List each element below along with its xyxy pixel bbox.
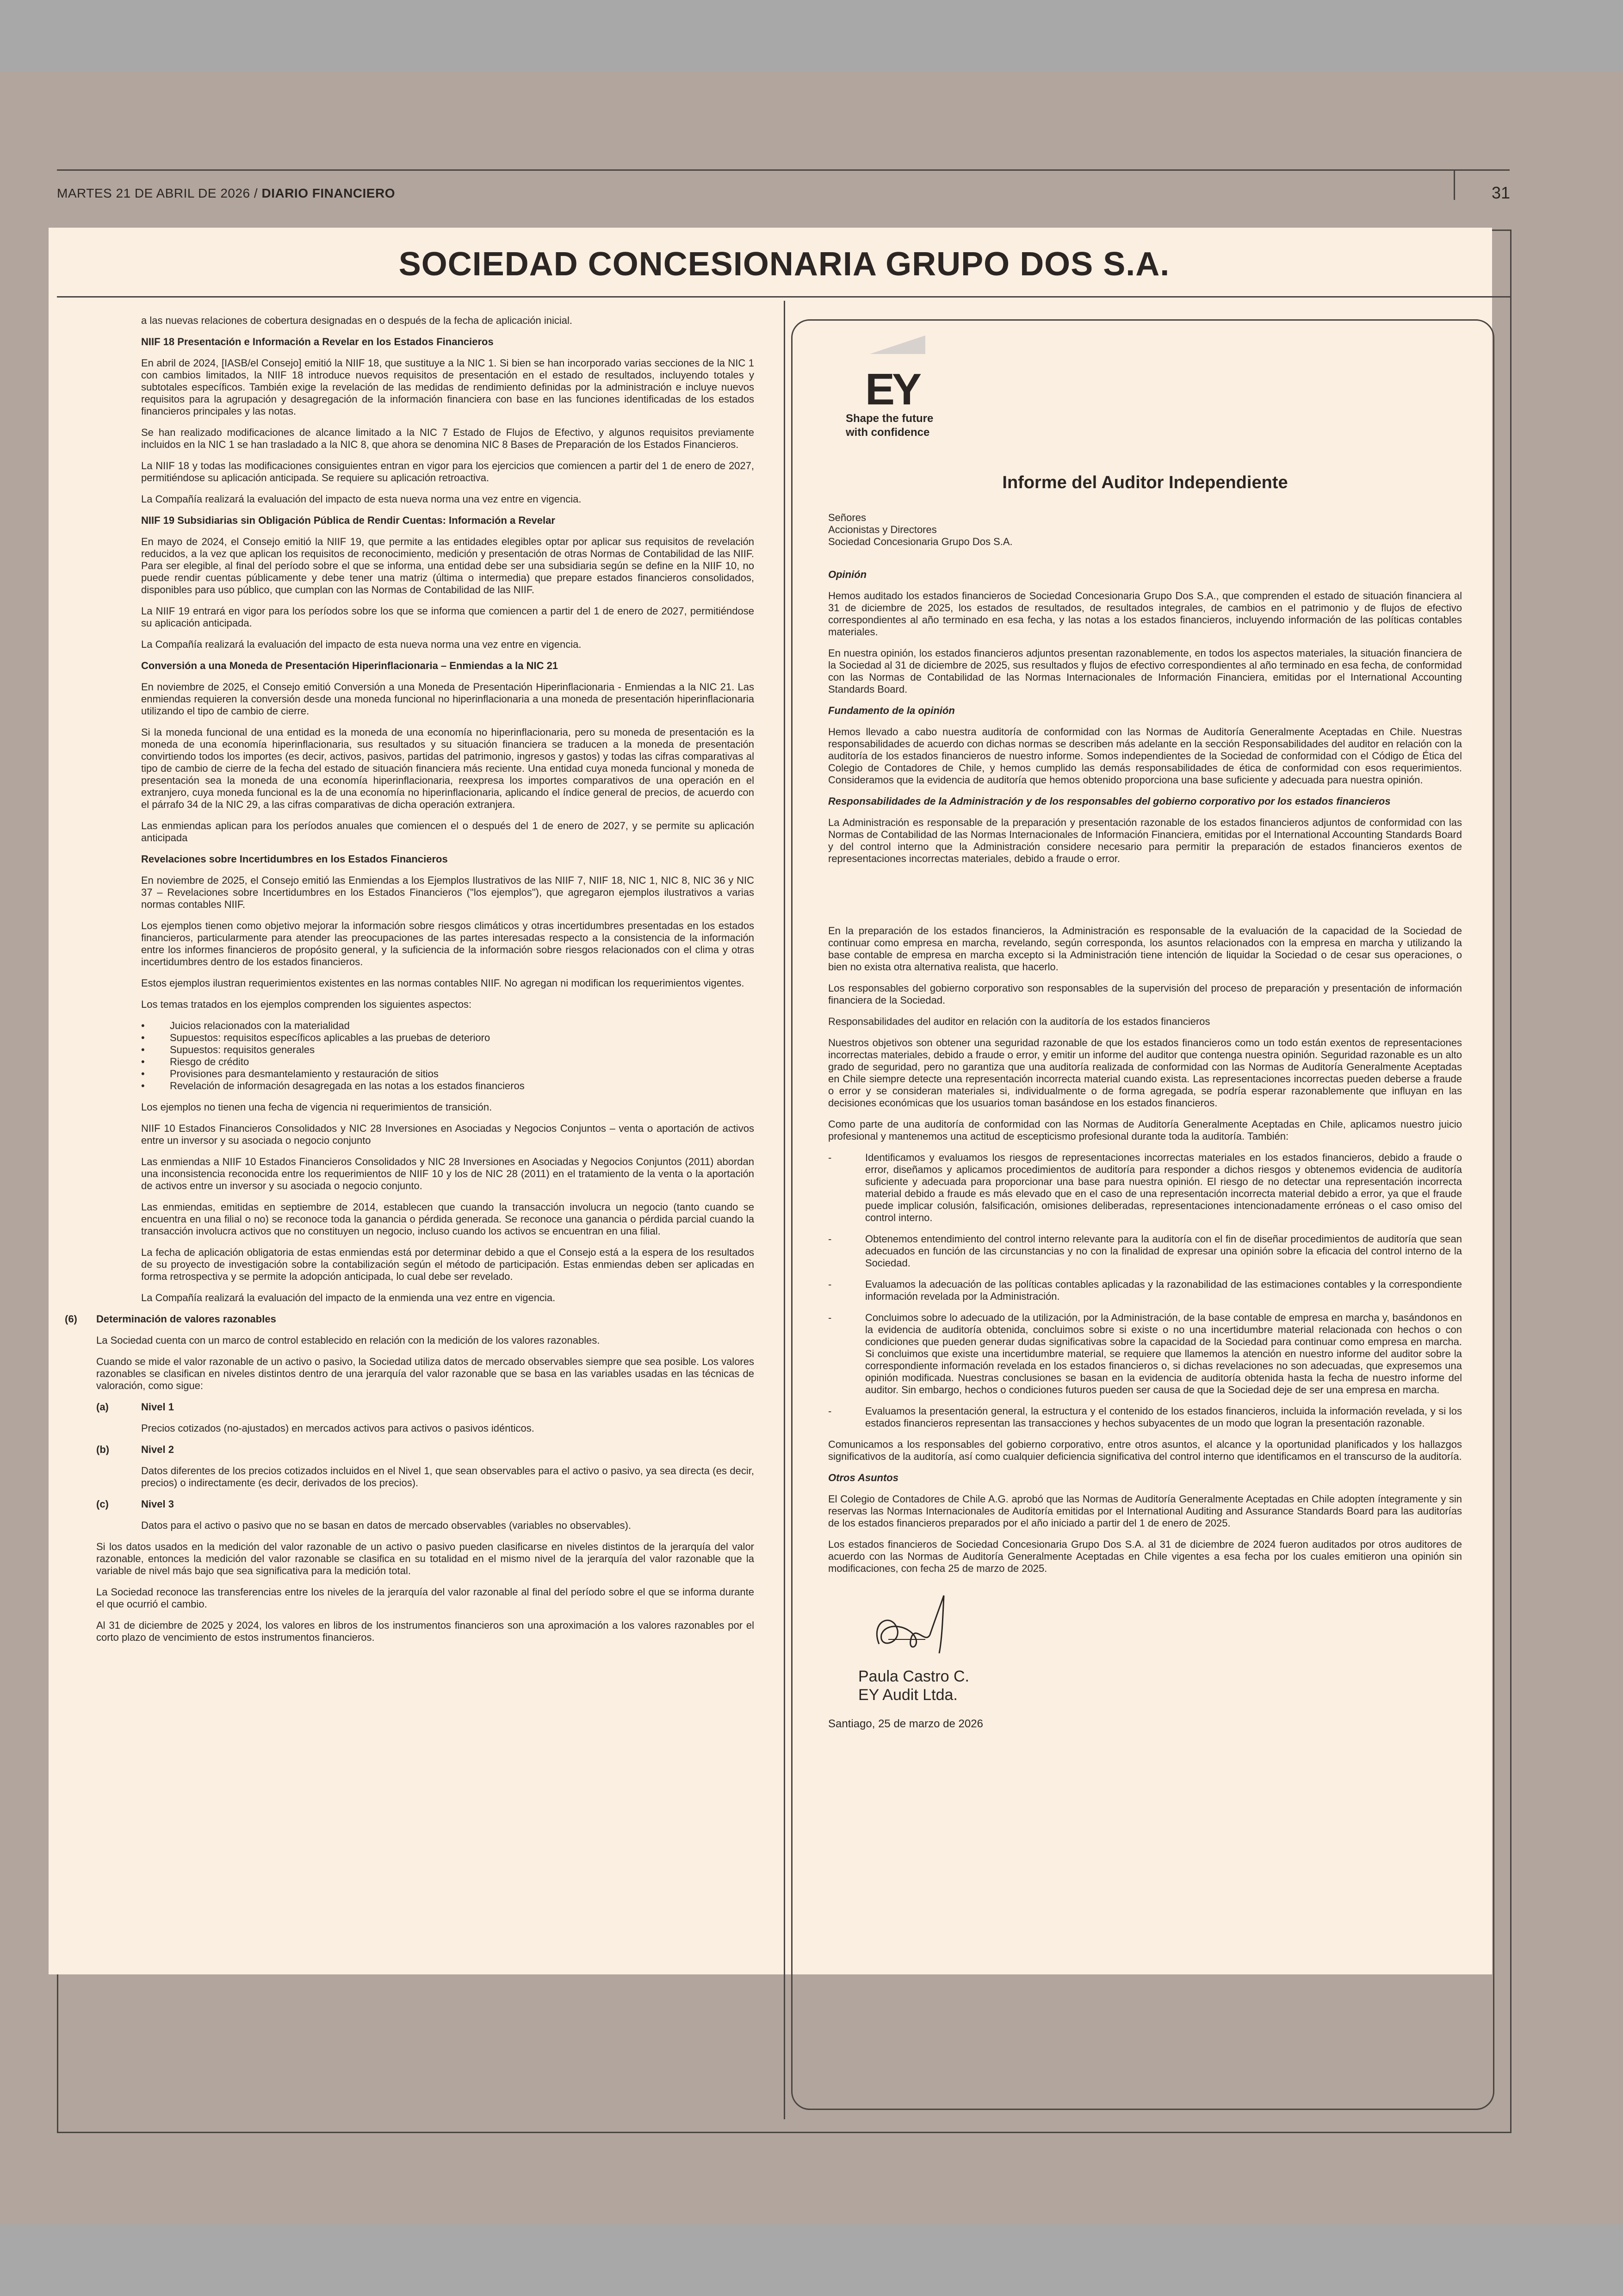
auditor-bullets xyxy=(828,1152,1462,1429)
incert-bullet-list xyxy=(60,1020,754,1092)
signature-scribble-icon xyxy=(861,1593,962,1667)
bullet-text: Identificamos y evaluamos los riesgos de representaciones incorrectas materiales en los estados financieros, debido a fraude o error, diseñamos y aplicamos procedimientos de auditoría para responder a dichos riesgos y obtenemos evidencia de auditoría suficiente y adecuada para proporcionar una base para nuestra opinión. El riesgo de no detectar una representación incorrecta material debido a fraude es más elevado que en el caso de una representación incorrecta material debido a error, ya que el fraude puede implicar colusión, falsificación, omisiones deliberadas, representaciones intencionadamente erróneas o el caso omiso del control interno. xyxy=(865,1152,1462,1223)
management-resp-p3: Los responsables del gobierno corporativo son responsables de la supervisión del proceso de preparación y presentación de información financiera de la Sociedad. xyxy=(828,982,1462,1006)
level-name: Nivel 1 xyxy=(141,1401,174,1413)
dash-marker: - xyxy=(828,1152,832,1163)
ad-title: SOCIEDAD CONCESIONARIA GRUPO DOS S.A. xyxy=(398,246,1170,283)
niif10-p4: La fecha de aplicación obligatoria de estas enmiendas está por determinar debido a que el Consejo está a la espera de los resultados de su proyecto de investigación sobre la contabilización según el método de participación. Estas enmiendas deben ser aplicadas en forma retrospectiva y se permite la adopción anticipada, lo cual debe ser revelado. xyxy=(141,1247,754,1282)
report-title: Informe del Auditor Independiente xyxy=(1002,473,1288,492)
incert-p1: En noviembre de 2025, el Consejo emitió las Enmiendas a los Ejemplos Ilustrativos de las NIIF 7, NIIF 18, NIC 1, NIC 8, NIC 36 y NIC 37 – Revelaciones sobre Incertidumbres en los Estados Financieros ("los ejemplos"), que agregaron ejemplos ilustrativos a varias normas contables NIIF. xyxy=(141,875,754,910)
nic21-p3: Las enmiendas aplican para los períodos anuales que comiencen el o después del 1 de enero de 2027, y se permite su aplicación anticipada xyxy=(141,820,754,844)
dash-marker: - xyxy=(828,1405,832,1417)
opinion-p1: Hemos auditado los estados financieros de Sociedad Concesionaria Grupo Dos S.A., que comprenden el estado de situación financiera al 31 de diciembre de 2025, los estados de resultados, de resultados integrales, de cambios en el patrimonio y de flujos de efectivo correspondientes al año terminado en esa fecha, y las notas a los estados financieros, incluyendo información de las políticas contables materiales. xyxy=(828,590,1462,638)
list-item xyxy=(828,1233,1462,1269)
niif10-p3: Las enmiendas, emitidas en septiembre de 2014, establecen que cuando la transacción involucra un negocio (tanto cuando se encuentra en una filial o no) se reconoce toda la ganancia o pérdida generada. Se reconoce una ganancia o pérdida parcial cuando la transacción involucra activos que no constituyen un negocio, incluso cuando los activos se encuentran en una filial. xyxy=(141,1201,754,1237)
basis-heading: Fundamento de la opinión xyxy=(828,705,955,716)
management-resp-heading: Responsabilidades de la Administración y de los responsables del gobierno corporativo por los estados financieros xyxy=(828,795,1391,807)
viewer-top-bar xyxy=(0,0,1623,72)
bullet-text: Obtenemos entendimiento del control interno relevante para la auditoría con el fin de diseñar procedimientos de auditoría que sean adecuados en función de las circunstancias y no con la finalidad de expresar una opinión sobre la eficacia del control interno de la Sociedad. xyxy=(865,1233,1462,1269)
level-2-text: Datos diferentes de los precios cotizados incluidos en el Nivel 1, que sean observables para el activo o pasivo, ya sea directa (es decir, precios) o indirectamente (es decir, derivados de los precios). xyxy=(141,1465,754,1489)
other-matters-p1: El Colegio de Contadores de Chile A.G. aprobó que las Normas de Auditoría Generalmente Aceptadas en Chile adopten íntegramente y sin reservas las Normas Internacionales de Auditoría emitidas por el International Auditing and Assurance Standards Board para las auditorías de los estados financieros preparados por el año iniciado a partir del 1 de enero de 2025. xyxy=(828,1493,1462,1529)
level-2-heading xyxy=(60,1444,754,1456)
column-divider xyxy=(784,301,785,2119)
level-1-heading xyxy=(60,1401,754,1413)
niif18-p4: La Compañía realizará la evaluación del impacto de esta nueva norma una vez entre en vigencia. xyxy=(141,493,582,505)
level-number: (c) xyxy=(96,1498,109,1510)
incert-p3: Estos ejemplos ilustran requerimientos existentes en las normas contables NIIF. No agregan ni modifican los requerimientos vigentes. xyxy=(141,977,744,989)
list-item: • Supuestos: requisitos generales xyxy=(141,1044,754,1056)
ey-tagline-line1: Shape the future xyxy=(846,412,934,425)
niif10-p5: La Compañía realizará la evaluación del impacto de la enmienda una vez entre en vigencia. xyxy=(141,1292,556,1303)
razonables-p4: La Sociedad reconoce las transferencias entre los niveles de la jerarquía del valor razonable al final del período sobre el que se informa durante el que ocurrió el cambio. xyxy=(96,1586,754,1610)
ey-logo xyxy=(842,335,935,447)
level-name: Nivel 2 xyxy=(141,1444,174,1455)
niif10-p2: Las enmiendas a NIIF 10 Estados Financieros Consolidados y NIC 28 Inversiones en Asociadas y Negocios Conjuntos (2011) abordan una inconsistencia reconocida entre los requerimientos de NIIF 10 y los de NIC 28 (2011) en el tratamiento de la venta o la aportación de activos entre un inversor y su asociada o negocio conjunto. xyxy=(141,1156,754,1191)
list-item xyxy=(828,1405,1462,1429)
niif18-p3: La NIIF 18 y todas las modificaciones consiguientes entran en vigor para los ejercicios que comiencen a partir del 1 de enero de 2027, permitiéndose su aplicación anticipada. Se requiere su aplicación retroactiva. xyxy=(141,460,754,484)
auditor-resp-p2: Como parte de una auditoría de conformidad con las Normas de Auditoría Generalmente Aceptadas en Chile, aplicamos nuestro juicio profesional y mantenemos una actitud de escepticismo profesional durante toda la auditoría. También: xyxy=(828,1118,1462,1142)
niif18-heading: NIIF 18 Presentación e Información a Revelar en los Estados Financieros xyxy=(141,336,494,348)
left-column xyxy=(60,315,754,1653)
niif19-heading: NIIF 19 Subsidiarias sin Obligación Pública de Rendir Cuentas: Información a Revelar xyxy=(141,515,555,526)
bullet-text: Evaluamos la presentación general, la estructura y el contenido de los estados financieros, incluida la información revelada, y si los estados financieros representan las transacciones y hechos subyacentes de un modo que logran la presentación razonable. xyxy=(865,1405,1462,1429)
section-number: (6) xyxy=(65,1313,77,1325)
signer-name: Paula Castro C. xyxy=(858,1668,969,1685)
header-divider xyxy=(1454,169,1455,200)
management-resp-p2: En la preparación de los estados financieros, la Administración es responsable de la evaluación de la capacidad de la Sociedad de continuar como empresa en marcha, revelando, según corresponda, los asuntos relacionados con la empresa en marcha y utilizando la base contable de empresa en marcha excepto si la Administración tiene intención de liquidar la Sociedad o de cesar sus operaciones, o bien no exista otra alternativa realista, que hacerlo. xyxy=(828,925,1462,973)
list-item: • Supuestos: requisitos específicos aplicables a las pruebas de deterioro xyxy=(141,1032,754,1044)
incert-p5: Los ejemplos no tienen una fecha de vigencia ni requerimientos de transición. xyxy=(141,1101,492,1113)
addressee xyxy=(828,512,1462,548)
niif10-p1: NIIF 10 Estados Financieros Consolidados y NIC 28 Inversiones en Asociadas y Negocios Conjuntos – venta o aportación de activos entre un inversor y su asociada o negocio conjunto xyxy=(141,1123,754,1146)
addressee-line: Accionistas y Directores xyxy=(828,524,937,535)
razonables-p5: Al 31 de diciembre de 2025 y 2024, los valores en libros de los instrumentos financieros son una aproximación a los valores razonables por el corto plazo de vencimiento de estos instrumentos financieros. xyxy=(96,1620,754,1643)
nic21-p1: En noviembre de 2025, el Consejo emitió Conversión a una Moneda de Presentación Hiperinflacionaria - Enmiendas a la NIC 21. Las enmiendas requieren la conversión desde una moneda funcional no hiperinflacionaria a una moneda de presentación hiperinflacionaria utilizando el tipo de cambio de cierre. xyxy=(141,681,754,717)
auditor-resp-heading: Responsabilidades del auditor en relación con la auditoría de los estados financieros xyxy=(828,1016,1210,1027)
dash-marker: - xyxy=(828,1312,832,1323)
level-3-text: Datos para el activo o pasivo que no se basan en datos de mercado observables (variables no observables). xyxy=(141,1520,632,1531)
ey-wordmark: EY xyxy=(865,365,919,414)
list-item: • Provisiones para desmantelamiento y restauración de sitios xyxy=(141,1068,754,1080)
signer-block xyxy=(828,1667,1462,1704)
other-matters-p2: Los estados financieros de Sociedad Concesionaria Grupo Dos S.A. al 31 de diciembre de 2024 fueron auditados por otros auditores de acuerdo con las Normas de Auditoría Generalmente Aceptadas en Chile vigentes a esa fecha por los cuales emitieron una opinión sin modificaciones, con fecha 25 de marzo de 2025. xyxy=(828,1539,1462,1574)
header-dateline xyxy=(57,186,395,201)
right-column xyxy=(828,473,1462,1739)
page-number: 31 xyxy=(1492,183,1511,202)
niif19-p2: La NIIF 19 entrará en vigor para los períodos sobre los que se informa que comiencen a partir del 1 de enero de 2027, permitiéndose su aplicación anticipada. xyxy=(141,605,754,629)
other-matters-heading: Otros Asuntos xyxy=(828,1472,898,1483)
section-6-heading xyxy=(60,1313,754,1325)
auditor-resp-p1: Nuestros objetivos son obtener una seguridad razonable de que los estados financieros como un todo están exentos de representaciones incorrectas materiales, debido a fraude o error, y emitir un informe del auditor que contenga nuestra opinión. Seguridad razonable es un alto grado de seguridad, pero no garantiza que una auditoría realizada de conformidad con las Normas de Auditoría Generalmente Aceptadas en Chile siempre detecte una representación incorrecta material cuando exista. Las representaciones incorrectas pueden deberse a fraude o error y se consideran materiales si, individualmente o de forma agregada, se podría esperar razonablemente que influyan en las decisiones económicas que los usuarios toman basándose en los estados financieros. xyxy=(828,1037,1462,1109)
nic21-heading: Conversión a una Moneda de Presentación Hiperinflacionaria – Enmiendas a la NIC 21 xyxy=(141,660,558,671)
header-rule xyxy=(57,169,1510,171)
bullet-text: Evaluamos la adecuación de las políticas contables aplicadas y la razonabilidad de las estimaciones contables y la correspondiente información revelada por la Administración. xyxy=(865,1278,1462,1302)
razonables-p1: La Sociedad cuenta con un marco de control establecido en relación con la medición de los valores razonables. xyxy=(96,1334,600,1346)
header-publication: DIARIO FINANCIERO xyxy=(261,186,395,200)
niif18-p1: En abril de 2024, [IASB/el Consejo] emitió la NIIF 18, que sustituye a la NIC 1. Si bien se han incorporado varias secciones de la NIC 1 con cambios limitados, la NIIF 18 introduce nuevos requisitos de presentación en el estado de resultados, incluyendo totales y subtotales específicos. También exige la revelación de las medidas de rendimiento definidas por la administración e incluye nuevos requisitos para la agrupación y desagregación de la información financiera con base en las funciones identificadas de los estados financieros principales y las notas. xyxy=(141,357,754,417)
list-item xyxy=(828,1278,1462,1303)
ey-tagline xyxy=(846,412,933,440)
nic21-p2: Si la moneda funcional de una entidad es la moneda de una economía no hiperinflacionaria, pero su moneda de presentación es la moneda de una economía hiperinflacionaria, sus resultados y su situación financiera se traducen a la moneda de presentación convirtiendo todos los importes (es decir, activos, pasivos, partidas del patrimonio, ingresos y gastos) y todas las cifras comparativas al tipo de cambio de cierre de la fecha del estado de situación financiera más reciente. Una entidad cuya moneda funcional y moneda de presentación sea la moneda de una economía hiperinflacionaria, reexpresa los importes comparativos de una operación en el extranjero, cuya moneda funcional es la de una economía no hiperinflacionaria, aplicando el índice general de precios, de acuerdo con el párrafo 34 de la NIC 29, a las cifras comparativas de dicha operación extranjera. xyxy=(141,726,754,810)
addressee-line: Sociedad Concesionaria Grupo Dos S.A. xyxy=(828,536,1013,547)
niif19-p3: La Compañía realizará la evaluación del impacto de esta nueva norma una vez entre en vigencia. xyxy=(141,639,582,650)
razonables-p2: Cuando se mide el valor razonable de un activo o pasivo, la Sociedad utiliza datos de mercado observables siempre que sea posible. Los valores razonables se clasifican en niveles distintos dentro de una jerarquía del valor razonable que se basa en las variables usadas en las técnicas de valoración, como sigue: xyxy=(96,1356,754,1391)
level-1-text: Precios cotizados (no-ajustados) en mercados activos para activos o pasivos idénticos. xyxy=(141,1422,534,1434)
signer-firm: EY Audit Ltda. xyxy=(858,1686,958,1704)
basis-p: Hemos llevado a cabo nuestra auditoría de conformidad con las Normas de Auditoría Generalmente Aceptadas en Chile. Nuestras responsabilidades de acuerdo con dichas normas se describen más adelante en la sección Responsabilidades del auditor en relación con la auditoría de los estados financieros de nuestro informe. Somos independientes de la Sociedad de conformidad con el Código de Ética del Colegio de Contadores de Chile, y hemos cumplido las demás responsabilidades de ética de conformidad con esos requerimientos. Consideramos que la evidencia de auditoría que hemos obtenido proporciona una base suficiente y adecuada para nuestra opinión. xyxy=(828,726,1462,786)
razonables-p3: Si los datos usados en la medición del valor razonable de un activo o pasivo pueden clasificarse en niveles distintos de la jerarquía del valor razonable, entonces la medición del valor razonable se clasifica en su totalidad en el mismo nivel de la jerarquía del valor razonable que la variable de nivel más bajo que sea significativa para la medición total. xyxy=(96,1541,754,1576)
incert-heading: Revelaciones sobre Incertidumbres en los Estados Financieros xyxy=(141,853,448,865)
section-title: Determinación de valores razonables xyxy=(96,1313,276,1325)
dash-marker: - xyxy=(828,1278,832,1290)
title-rule xyxy=(57,296,1511,298)
level-3-heading xyxy=(60,1498,754,1510)
dash-marker: - xyxy=(828,1233,832,1245)
header-date: MARTES 21 DE ABRIL DE 2026 / xyxy=(57,186,262,200)
list-item: • Revelación de información desagregada en las notas a los estados financieros xyxy=(141,1080,754,1092)
signature xyxy=(828,1593,1462,1667)
opinion-p2: En nuestra opinión, los estados financieros adjuntos presentan razonablemente, en todos los aspectos materiales, la situación financiera de la Sociedad al 31 de diciembre de 2025, sus resultados y flujos de efectivo correspondientes al año terminado en esa fecha, de conformidad con las Normas de Contabilidad de las Normas Internacionales de Información Financiera, emitidas por el International Accounting Standards Board. xyxy=(828,647,1462,695)
level-number: (a) xyxy=(96,1401,109,1413)
management-resp-p1: La Administración es responsable de la preparación y presentación razonable de los estados financieros adjuntos de conformidad con las Normas de Contabilidad de las Normas Internacionales de Información Financiera, emitidas por el International Accounting Standards Board y del control interno que la Administración considere necesario para permitir la preparación de estados financieros exentos de representaciones incorrectas materiales, debido a fraude o error. xyxy=(828,817,1462,864)
bullet-text: Concluimos sobre lo adecuado de la utilización, por la Administración, de la base contable de empresa en marcha y, basándonos en la evidencia de auditoría obtenida, concluimos sobre si existe o no una incertidumbre material relacionada con hechos o con condiciones que pueden generar dudas significativas sobre la capacidad de la Sociedad para continuar como empresa en marcha. Si concluimos que existe una incertidumbre material, se requiere que llamemos la atención en nuestro informe del auditor sobre la correspondiente información revelada en los estados financieros o, si dichas revelaciones no son adecuadas, que expresemos una opinión modificada. Nuestras conclusiones se basan en la evidencia de auditoría obtenida hasta la fecha de nuestro informe del auditor. Sin embargo, hechos o condiciones futuros pueden ser causa de que la Sociedad deje de ser una empresa en marcha. xyxy=(865,1312,1462,1396)
level-name: Nivel 3 xyxy=(141,1498,174,1510)
list-item: • Juicios relacionados con la materialidad xyxy=(141,1020,754,1032)
intro-text: a las nuevas relaciones de cobertura designadas en o después de la fecha de aplicación inicial. xyxy=(141,315,572,326)
opinion-heading: Opinión xyxy=(828,569,867,580)
addressee-line: Señores xyxy=(828,512,866,523)
ey-beam-icon xyxy=(870,335,925,354)
viewer-bottom-bar xyxy=(0,2224,1623,2296)
incert-p4: Los temas tratados en los ejemplos comprenden los siguientes aspectos: xyxy=(141,999,472,1010)
level-number: (b) xyxy=(96,1444,110,1455)
spacer xyxy=(828,874,1462,925)
auditor-resp-p3: Comunicamos a los responsables del gobierno corporativo, entre otros asuntos, el alcance y la oportunidad planificados y los hallazgos significativos de la auditoría, así como cualquier deficiencia significativa del control interno que identificamos en el transcurso de la auditoría. xyxy=(828,1439,1462,1462)
incert-p2: Los ejemplos tienen como objetivo mejorar la información sobre riesgos climáticos y otras incertidumbres presentadas en los estados financieros, particularmente para atender las preocupaciones de las partes interesadas respecto a la consistencia de la información entre los informes financieros de propósito general, y la suficiencia de la información sobre riesgos relacionados con el clima y otras incertidumbres dentro de los estados financieros. xyxy=(141,920,754,968)
niif18-p2: Se han realizado modificaciones de alcance limitado a la NIC 7 Estado de Flujos de Efectivo, y algunos requisitos previamente incluidos en la NIC 1 se han trasladado a la NIC 8, que ahora se denomina NIC 8 Bases de Preparación de los Estados Financieros. xyxy=(141,427,754,450)
list-item xyxy=(828,1152,1462,1224)
list-item: • Riesgo de crédito xyxy=(141,1056,754,1068)
place-date: Santiago, 25 de marzo de 2026 xyxy=(828,1718,983,1730)
ey-tagline-line2: with confidence xyxy=(846,426,930,439)
list-item xyxy=(828,1312,1462,1396)
niif19-p1: En mayo de 2024, el Consejo emitió la NIIF 19, que permite a las entidades elegibles optar por aplicar sus requisitos de revelación reducidos, a la vez que aplican los requisitos de reconocimiento, medición y presentación de otras Normas de Contabilidad de las NIIF. Para ser elegible, al final del período sobre el que se informa, una entidad debe ser una subsidiaria según se define en la NIIF 10, no puede rendir cuentas públicamente y debe tener una matriz (última o intermedia) que prepare estados financieros consolidados, disponibles para uso público, que cumplan con las Normas de Contabilidad de las NIIF. xyxy=(141,536,754,596)
